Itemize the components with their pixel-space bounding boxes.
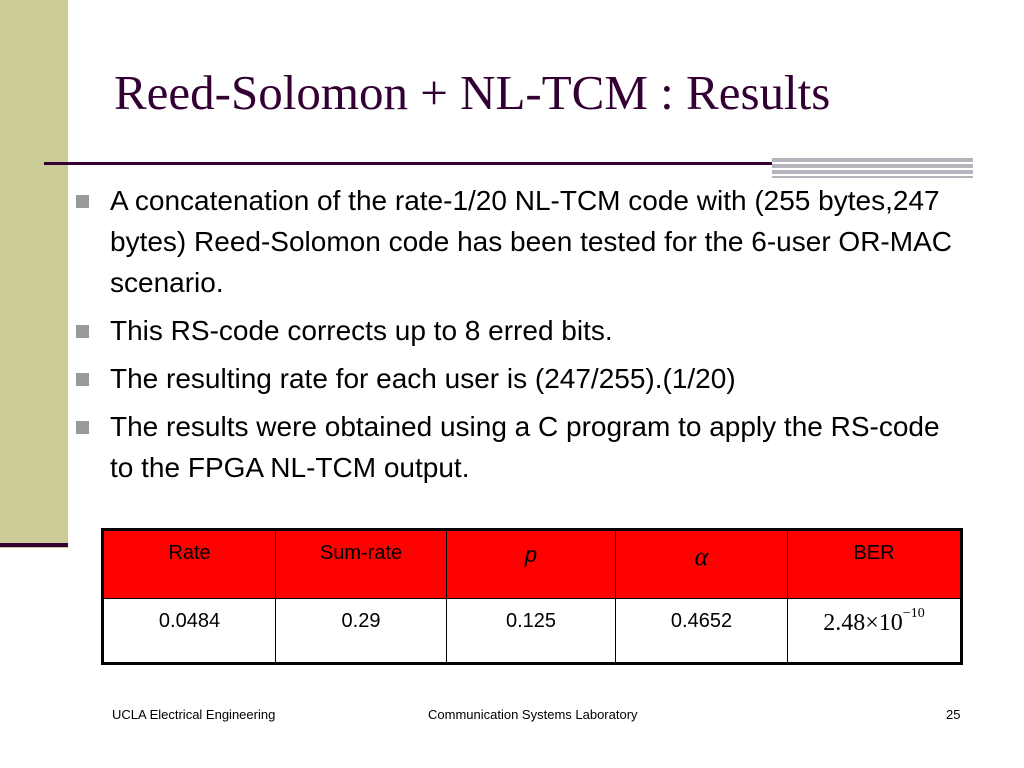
page-number: 25 <box>946 707 961 722</box>
bullet-item <box>72 180 952 303</box>
table-header-row <box>103 530 962 599</box>
square-bullet-icon <box>76 373 89 386</box>
ber-mantissa: 2.48×10 <box>823 610 903 636</box>
header-ber: BER <box>788 530 962 599</box>
cell-p: 0.125 <box>447 599 616 664</box>
bullet-item <box>72 406 952 488</box>
ber-value <box>823 606 925 636</box>
table-row <box>103 599 962 664</box>
footer-lab: Communication Systems Laboratory <box>428 707 638 722</box>
cell-sum-rate: 0.29 <box>276 599 447 664</box>
header-p <box>447 530 616 599</box>
bullet-text: The resulting rate for each user is (247/255).(1/20) <box>110 363 736 394</box>
title-underline <box>44 162 772 165</box>
square-bullet-icon <box>76 195 89 208</box>
bullet-text: This RS-code corrects up to 8 erred bits. <box>110 315 613 346</box>
bullet-list <box>72 180 952 495</box>
title-rule-accent <box>772 158 973 178</box>
ber-exponent: −10 <box>902 606 925 621</box>
slide-title: Reed-Solomon + NL-TCM : Results <box>114 65 831 120</box>
header-alpha <box>616 530 788 599</box>
header-p-symbol: p <box>524 542 538 567</box>
header-alpha-symbol: α <box>694 542 709 571</box>
results-table <box>101 528 963 665</box>
square-bullet-icon <box>76 421 89 434</box>
bullet-text: A concatenation of the rate-1/20 NL-TCM code with (255 bytes,247 bytes) Reed-Solomon code has been tested for the 6-user OR-MAC scenario. <box>110 185 952 298</box>
square-bullet-icon <box>76 325 89 338</box>
cell-alpha: 0.4652 <box>616 599 788 664</box>
cell-ber <box>788 599 962 664</box>
header-sum-rate: Sum-rate <box>276 530 447 599</box>
bullet-item <box>72 358 952 399</box>
side-band-decoration <box>0 0 68 548</box>
cell-rate: 0.0484 <box>103 599 276 664</box>
bullet-text: The results were obtained using a C program to apply the RS-code to the FPGA NL-TCM output. <box>110 411 940 483</box>
footer-affiliation: UCLA Electrical Engineering <box>112 707 276 722</box>
header-rate: Rate <box>103 530 276 599</box>
bullet-item <box>72 310 952 351</box>
side-rule-decoration <box>0 543 68 547</box>
